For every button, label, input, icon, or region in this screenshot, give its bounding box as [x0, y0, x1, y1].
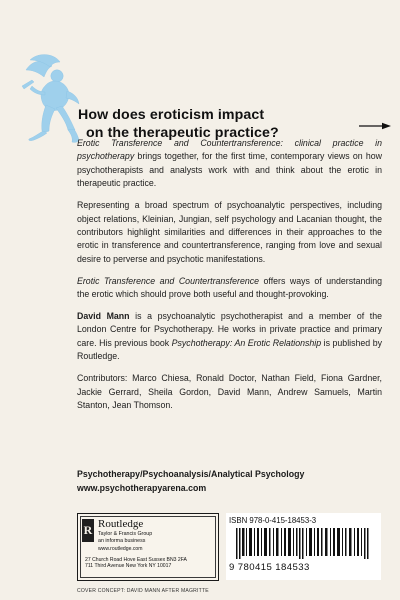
arrow-right-icon: [358, 122, 392, 130]
blurb: [77, 137, 382, 421]
subject-categories: [77, 468, 382, 495]
publisher-business: an informa business: [98, 538, 146, 544]
contributors-list: Contributors: Marco Chiesa, Ronald Doctor, Nathan Field, Fiona Gardner, Jackie Gerrard, Sheila Gordon, David Mann, Andrew Samuels, Martin Stanton, Jean Thomson.: [77, 373, 382, 410]
author-bio: [77, 310, 382, 364]
isbn-barcode-block: [226, 513, 381, 580]
cupid-illustration: [18, 52, 84, 148]
isbn-label: ISBN 978-0-415-18453-3: [229, 516, 317, 525]
author-bio-text-1: is a psychoanalytic psychotherapist and a member of the London Centre for Psychotherapy. He works in private practice and primary care. His previous book: [77, 310, 383, 348]
book-title-short: Erotic Transference and Countertransference: [77, 275, 260, 286]
book-title-text: Erotic Transference and Countertransference: clinical practice in psychotherapy: [77, 138, 382, 162]
previous-book-title: Psychotherapy: An Erotic Relationship: [171, 337, 322, 348]
barcode-digits: 9 780415 184533: [229, 562, 310, 573]
author-name: David Mann: [77, 310, 130, 321]
website-link[interactable]: www.psychotherapyarena.com: [77, 482, 207, 493]
address-uk: 27 Church Road Hove East Sussex BN3 2FA: [85, 557, 187, 563]
cover-credit: COVER CONCEPT: DAVID MANN AFTER MAGRITTE: [77, 588, 209, 594]
offer-text: offers ways of understanding the erotic which should prove both useful and thought-provoking.: [77, 275, 382, 300]
publisher-addresses: [85, 557, 217, 570]
headline-line-2: on the therapeutic practice?: [86, 124, 279, 141]
author-bio-text-2: is published by Routledge.: [77, 337, 382, 362]
blurb-paragraph-offer: [77, 275, 382, 302]
barcode-icon: [236, 528, 371, 559]
blurb-paragraph-intro: [77, 137, 382, 191]
routledge-logo-icon: R: [82, 519, 94, 542]
publisher-name: Routledge: [98, 518, 144, 530]
publisher-website[interactable]: www.routledge.com: [98, 546, 143, 552]
publisher-box: [77, 513, 219, 581]
intro-text: brings together, for the first time, contemporary views on how psychotherapists and analysts work with and think about the erotic in therapeutic practice.: [77, 151, 382, 189]
publisher-group: Taylor & Francis Group: [98, 531, 153, 537]
address-us: 711 Third Avenue New York NY 10017: [85, 563, 172, 570]
category-line: Psychotherapy/Psychoanalysis/Analytical Psychology: [77, 469, 305, 479]
blurb-paragraph-perspectives: Representing a broad spectrum of psychoanalytic perspectives, including object relations, Kleinian, Jungian, self psychology and Lacanian thought, the contributors highlight similarities and differences in their approaches to the erotic in transference and countertransference, ranging from love and sexual desire to perverse and psychotic manifestations.: [77, 200, 382, 264]
headline-line-1: How does eroticism impact: [78, 107, 265, 123]
